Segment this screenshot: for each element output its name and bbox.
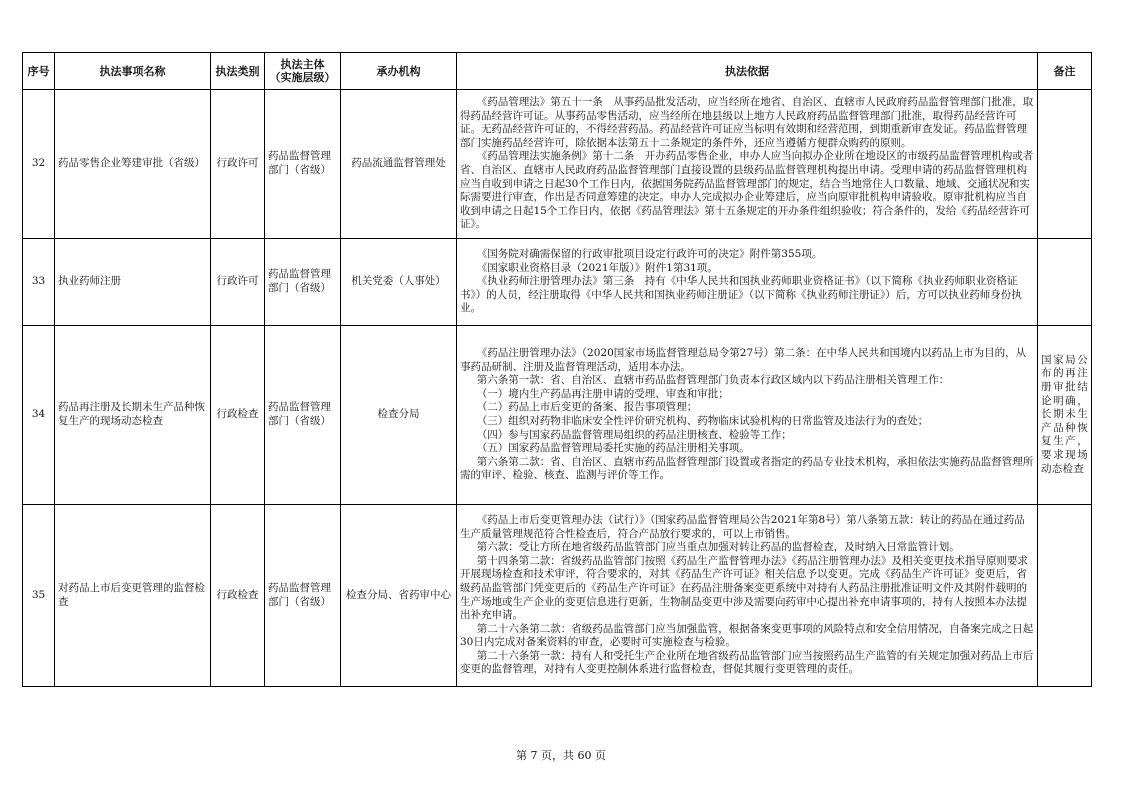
category-cell: 行政检查 (211, 505, 265, 687)
item-name-cell: 药品零售企业筹建审批（省级） (55, 90, 211, 239)
legal-basis-cell (457, 326, 1038, 505)
legal-basis-cell (457, 505, 1038, 687)
legal-basis-paragraph: 《国家职业资格目录（2021年版）》附件1第31项。 (476, 261, 718, 274)
remarks-cell (1038, 90, 1092, 239)
organization-cell: 检查分局 (341, 326, 457, 505)
remarks-cell (1038, 239, 1092, 326)
subject-cell: 药品监督管理部门（省级） (265, 326, 341, 505)
legal-basis-paragraph: 第六款：受让方所在地省级药品监管部门应当重点加强对转让药品的监督检查，及时纳入日常监管计划。 (476, 541, 960, 554)
table-row (23, 90, 1092, 239)
legal-basis-paragraph: （二）药品上市后变更的备案、报告事项管理； (476, 401, 698, 414)
legal-basis-cell (457, 90, 1038, 239)
legal-basis-paragraph: 第六条第一款：省、自治区、直辖市药品监督管理部门负责本行政区域内以下药品注册相关管理工作： (476, 374, 950, 387)
item-name-cell: 药品再注册及长期未生产品种恢复生产的现场动态检查 (55, 326, 211, 505)
header-category: 执法类别 (211, 53, 265, 90)
legal-basis-paragraph: 第二十六条第二款：省级药品监管部门应当加强监管，根据备案变更事项的风险特点和安全信用情况，自备案完成之日起30日内完成对备案资料的审查，必要时可实施检查与检验。 (460, 622, 1034, 649)
header-item-name: 执法事项名称 (55, 53, 211, 90)
remarks-cell: 国家局公布的再注册审批结论明确，长期未生产品种恢复生产，要求现场动态检查 (1038, 326, 1092, 505)
subject-cell: 药品监督管理部门（省级） (265, 239, 341, 326)
legal-basis-paragraph: 第十四条第二款：省级药品监管部门按照《药品生产监督管理办法》《药品注册管理办法》及相关变更技术指导原则要求开展现场检查和技术审评，符合要求的，对其《药品生产许可证》相关信息予以变更。完成《药品生产许可证》变更后，省级药品监管部门凭变更后的《药品生产许可证》在药品注册备案变更系统中对持有人药品注册批准证明文件及其附件载明的生产场地或生产企业的变更信息进行更新，生物制品变更中涉及需要向药审中心提出补充申请事项的，持有人按照本办法提出补充申请。 (460, 554, 1029, 622)
subject-cell: 药品监督管理部门（省级） (265, 90, 341, 239)
legal-basis-paragraph: 第六条第二款：省、自治区、直辖市药品监督管理部门设置或者指定的药品专业技术机构，承担依法实施药品监督管理所需的审评、检验、核查、监测与评价等工作。 (460, 455, 1034, 482)
subject-cell: 药品监督管理部门（省级） (265, 505, 341, 687)
item-name-cell: 执业药师注册 (55, 239, 211, 326)
page-number: 第 7 页，共 60 页 (516, 749, 606, 762)
legal-basis-paragraph: （一）境内生产药品再注册申请的受理、审查和审批； (476, 387, 729, 400)
legal-basis-paragraph: 《药品上市后变更管理办法（试行）》（国家药品监督管理局公告2021年第8号）第八条第五款：转让的药品在通过药品生产质量管理规范符合性检查后，符合产品放行要求的，可以上市销售。 (460, 513, 1025, 540)
header-legal-basis: 执法依据 (457, 53, 1038, 90)
legal-basis-paragraph: 《执业药师注册管理办法》第三条 持有《中华人民共和国执业药师职业资格证书》（以下简称《执业药师职业资格证书》）的人员，经注册取得《中华人民共和国执业药师注册证》（以下简称《执业药师注册证》）后，方可以执业药师身份执业。 (460, 275, 1022, 315)
table-row (23, 239, 1092, 326)
legal-basis-paragraph: 第二十六条第一款：持有人和受托生产企业所在地省级药品监管部门应当按照药品生产监管的有关规定加强对药品上市后变更的监督管理，对持有人变更控制体系进行监督检查，督促其履行变更管理的责任。 (460, 649, 1034, 676)
legal-basis-paragraph: 《药品管理法》第五十一条 从事药品批发活动，应当经所在地省、自治区、直辖市人民政府药品监督管理部门批准，取得药品经营许可证。从事药品零售活动，应当经所在地县级以上地方人民政府药品监督管理部门批准，取得药品经营许可证。无药品经营许可证的，不得经营药品。药品经营许可证应当标明有效期和经营范围，到期重新审查发证。药品监督管理部门实施药品经营许可，除依据本法第五十二条规定的条件外，还应当遵循方便群众购药的原则。 (460, 96, 1034, 149)
legal-basis-paragraph: （三）组织对药物非临床安全性评价研究机构、药物临床试验机构的日常监管及违法行为的查处； (476, 415, 929, 427)
remarks-cell (1038, 505, 1092, 687)
table-row (23, 326, 1092, 505)
header-organization: 承办机构 (341, 53, 457, 90)
category-cell: 行政许可 (211, 90, 265, 239)
legal-basis-paragraph: （四）参与国家药品监督管理局组织的药品注册核查、检验等工作； (476, 428, 792, 441)
item-name-cell: 对药品上市后变更管理的监督检查 (55, 505, 211, 687)
serial-no-cell: 34 (23, 326, 55, 505)
table-body (23, 90, 1092, 687)
serial-no-cell: 35 (23, 505, 55, 687)
table-row (23, 505, 1092, 687)
legal-basis-paragraph: 《药品注册管理办法》（2020国家市场监督管理总局令第27号）第二条：在中华人民共和国境内以药品上市为目的，从事药品研制、注册及监督管理活动，适用本办法。 (460, 347, 1027, 373)
category-cell: 行政检查 (211, 326, 265, 505)
table-header-row (23, 53, 1092, 90)
legal-basis-paragraph: 《国务院对确需保留的行政审批项目设定行政许可的决定》附件第355项。 (476, 248, 823, 261)
legal-basis-paragraph: （五）国家药品监督管理局委托实施的药品注册相关事项。 (476, 442, 750, 455)
serial-no-cell: 33 (23, 239, 55, 326)
header-remarks: 备注 (1038, 53, 1092, 90)
enforcement-items-table (22, 52, 1092, 687)
category-cell: 行政许可 (211, 239, 265, 326)
header-subject: 执法主体 （实施层级） (265, 53, 341, 90)
legal-basis-cell (457, 239, 1038, 326)
organization-cell: 检查分局、省药审中心 (341, 505, 457, 687)
serial-no-cell: 32 (23, 90, 55, 239)
organization-cell: 机关党委（人事处） (341, 239, 457, 326)
organization-cell: 药品流通监督管理处 (341, 90, 457, 239)
header-serial-no: 序号 (23, 53, 55, 90)
legal-basis-paragraph: 《药品管理法实施条例》第十二条 开办药品零售企业，申办人应当向拟办企业所在地设区的市级药品监督管理机构或者省、自治区、直辖市人民政府药品监督管理部门直接设置的县级药品监督管理机构提出申请。受理申请的药品监督管理机构应当自收到申请之日起30个工作日内，依据国务院药品监督管理部门的规定，结合当地常住人口数量、地域、交通状况和实际需要进行审查，作出是否同意筹建的决定。申办人完成拟办企业筹建后，应当向原审批机构申请验收。原审批机构应当自收到申请之日起15个工作日内，依据《药品管理法》第十五条规定的开办条件组织验收；符合条件的，发给《药品经营许可证》。 (460, 150, 1034, 231)
